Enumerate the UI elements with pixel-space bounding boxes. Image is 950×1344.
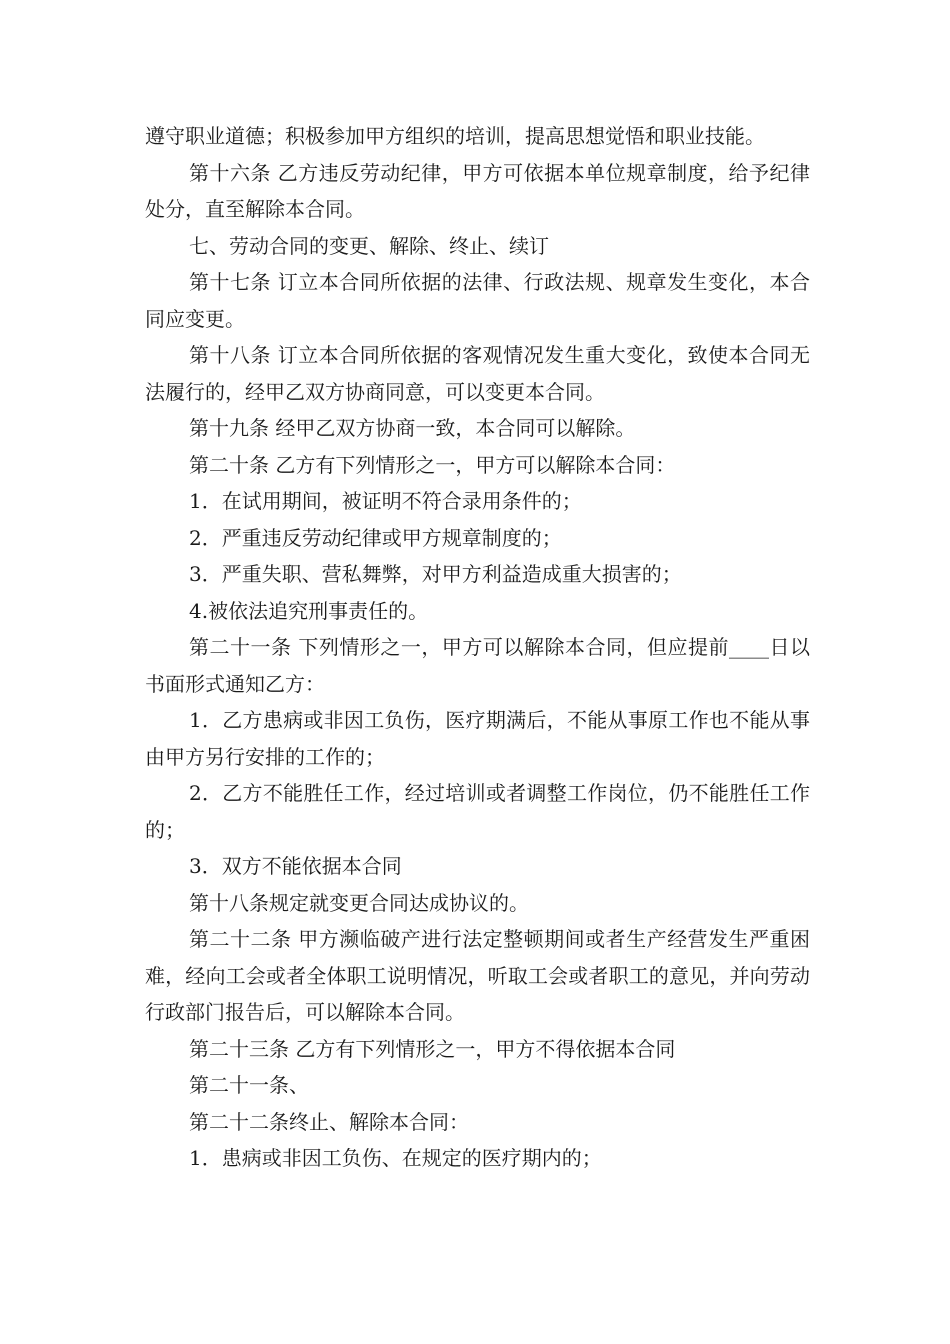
paragraph: 第二十条 乙方有下列情形之一，甲方可以解除本合同：	[189, 452, 676, 477]
list-item: 1．乙方患病或非因工负伤，医疗期满后，不能从事原工作也不能从事由甲方另行安排的工作的；	[145, 708, 810, 769]
paragraph: 第二十三条 乙方有下列情形之一，甲方不得依据本合同	[189, 1036, 676, 1061]
paragraph: 第二十一条 下列情形之一，甲方可以解除本合同，但应提前____日以书面形式通知乙方：	[145, 635, 810, 696]
paragraph: 第十八条 订立本合同所依据的客观情况发生重大变化，致使本合同无法履行的，经甲乙双方协商同意，可以变更本合同。	[145, 343, 810, 404]
paragraph: 第十九条 经甲乙双方协商一致，本合同可以解除。	[189, 416, 636, 440]
paragraph: 遵守职业道德；积极参加甲方组织的培训，提高思想觉悟和职业技能。	[145, 124, 765, 148]
paragraph: 第二十二条 甲方濒临破产进行法定整顿期间或者生产经营发生严重困难，经向工会或者全体职工说明情况，听取工会或者职工的意见，并向劳动行政部门报告后，可以解除本合同。	[145, 927, 810, 1024]
document-body	[145, 118, 810, 1177]
paragraph: 第二十二条终止、解除本合同：	[189, 1109, 469, 1134]
paragraph: 第十七条 订立本合同所依据的法律、行政法规、规章发生变化，本合同应变更。	[145, 270, 810, 331]
paragraph: 第十八条规定就变更合同达成协议的。	[189, 890, 529, 915]
list-item: 2．乙方不能胜任工作，经过培训或者调整工作岗位，仍不能胜任工作的；	[145, 781, 810, 842]
list-item: 1．在试用期间，被证明不符合录用条件的；	[189, 489, 582, 513]
list-item: 3．双方不能依据本合同	[189, 854, 402, 878]
list-item: 4.被依法追究刑事责任的。	[189, 598, 429, 623]
list-item: 3．严重失职、营私舞弊，对甲方利益造成重大损害的；	[189, 562, 682, 586]
paragraph: 第二十一条、	[189, 1073, 309, 1097]
paragraph: 第十六条 乙方违反劳动纪律，甲方可依据本单位规章制度，给予纪律处分，直至解除本合同。	[145, 160, 810, 221]
list-item: 1．患病或非因工负伤、在规定的医疗期内的；	[189, 1146, 602, 1170]
list-item: 2．严重违反劳动纪律或甲方规章制度的；	[189, 525, 562, 550]
section-heading: 七、劳动合同的变更、解除、终止、续订	[189, 233, 549, 258]
